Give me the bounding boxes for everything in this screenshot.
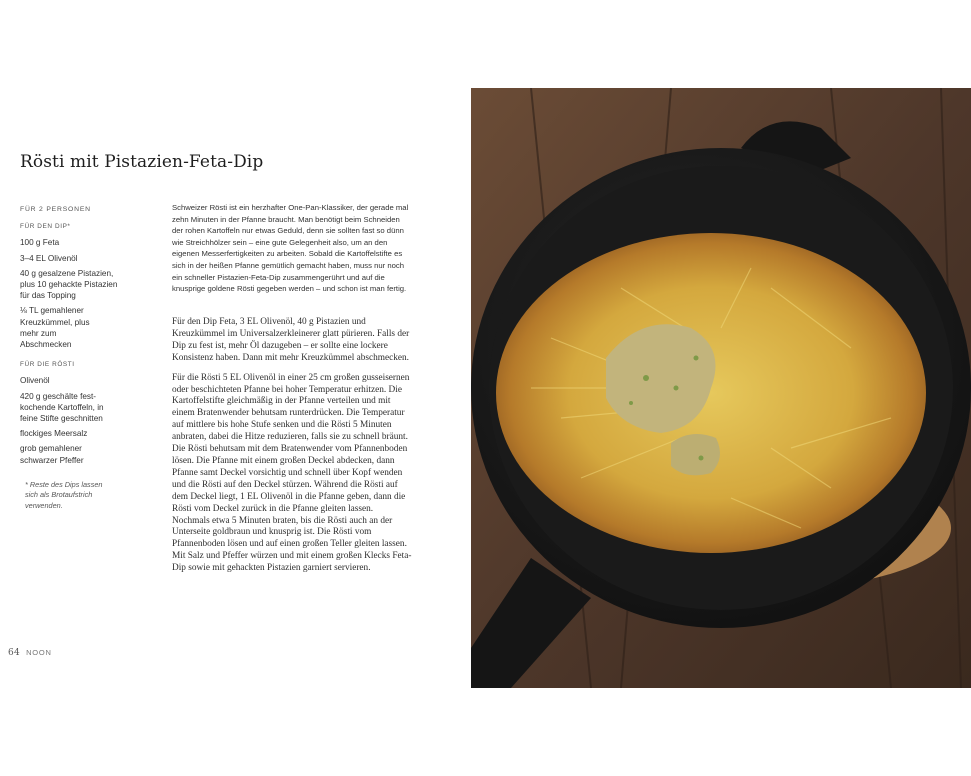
- ingredients-column: [20, 204, 160, 511]
- roesti-heading: FÜR DIE RÖSTI: [20, 361, 75, 369]
- food-photo: [471, 88, 971, 688]
- ingredient-item: Olivenöl: [20, 376, 50, 386]
- ingredient-item: grob gemahlener schwarzer Pfeffer: [20, 444, 84, 465]
- ingredient-item: 40 g gesalzene Pistazien, plus 10 gehackte Pistazien für das Topping: [20, 268, 118, 301]
- section-name: NOON: [26, 648, 52, 657]
- left-page: [0, 0, 471, 776]
- ingredient-item: 420 g geschälte fest-kochende Kartoffeln, in feine Stifte geschnitten: [20, 391, 104, 424]
- ingredient-item: ⅛ TL gemahlener Kreuzkümmel, plus mehr zum Abschmecken: [20, 306, 90, 350]
- method-paragraph: Für die Rösti 5 EL Olivenöl in einer 25 cm großen gusseisernen oder beschichteten Pfanne bei hoher Temperatur erhitzen. Die Kartoffelstifte gleichmäßig in der Pfanne verteilen und mit einem Bratenwender behutsam runterdrücken. Die Temperatur auf mittlere bis hohe Stufe senken und die Rösti 5 Minuten anbraten, dabei die Hitze reduzieren, falls sie zu schnell bräunt. Die Rösti behutsam mit dem Bratenwender vom Pfannenboden lösen. Die Pfanne mit einem großen Deckel abdecken, dann Pfanne samt Deckel vorsichtig und schnell über Kopf wenden und die Rösti auf den Deckel stürzen. Während die Rösti auf dem Deckel liegt, 1 EL Olivenöl in die Pfanne geben, dann die Rösti vom Deckel zurück in die Pfanne gleiten lassen. Nochmals etwa 5 Minuten braten, bis die Rösti auch an der Unterseite goldbraun und knusprig ist. Die Rösti vom Pfannenboden lösen und auf einen großen Teller gleiten lassen. Mit Salz und Pfeffer würzen und mit einem großen Klecks Feta-Dip sowie mit gehackten Pistazien garniert servieren.: [172, 372, 412, 574]
- roesti: [496, 233, 926, 553]
- ingredient-item: 3–4 EL Olivenöl: [20, 253, 78, 263]
- ingredient-item: 100 g Feta: [20, 238, 60, 248]
- method-text: [172, 317, 412, 583]
- feta-dip-dollop: [671, 434, 720, 475]
- dip-heading: FÜR DEN DIP*: [20, 223, 71, 231]
- method-paragraph: Für den Dip Feta, 3 EL Olivenöl, 40 g Pistazien und Kreuzkümmel im Universalzerkleinerer glatt pürieren. Falls der Dip zu fest ist, mehr Öl dazugeben – er sollte eine lockere Konsistenz haben. Dann mit mehr Kreuzkümmel abschmecken.: [172, 317, 410, 363]
- ingredient-item: flockiges Meersalz: [20, 429, 88, 439]
- servings: FÜR 2 PERSONEN: [20, 206, 91, 213]
- recipe-title: Rösti mit Pistazien-Feta-Dip: [20, 152, 264, 172]
- intro-paragraph: Schweizer Rösti ist ein herzhafter One-Pan-Klassiker, der gerade mal zehn Minuten in der Pfanne braucht. Man benötigt beim Schneiden der rohen Kartoffeln nur etwas Geduld, denn sie sollten fast so dünn wie Streichhölzer sein – eine gute Gelegenheit also, um an den eigenen Messerfertigkeiten zu arbeiten. Sobald die Kartoffelstifte es sich in der heißen Pfanne gemütlich gemacht haben, muss nur noch ein schneller Pistazien-Feta-Dip zusammengerührt und auf die knusprige goldene Rösti gegeben werden – und schon ist man fertig.: [172, 203, 409, 294]
- roesti-pan-illustration: [471, 88, 971, 688]
- page-number: 64: [8, 648, 21, 658]
- intro-text: [172, 202, 412, 295]
- footnote: * Reste des Dips lassen sich als Brotaufstrich verwenden.: [25, 479, 103, 510]
- page-footer: [8, 648, 52, 658]
